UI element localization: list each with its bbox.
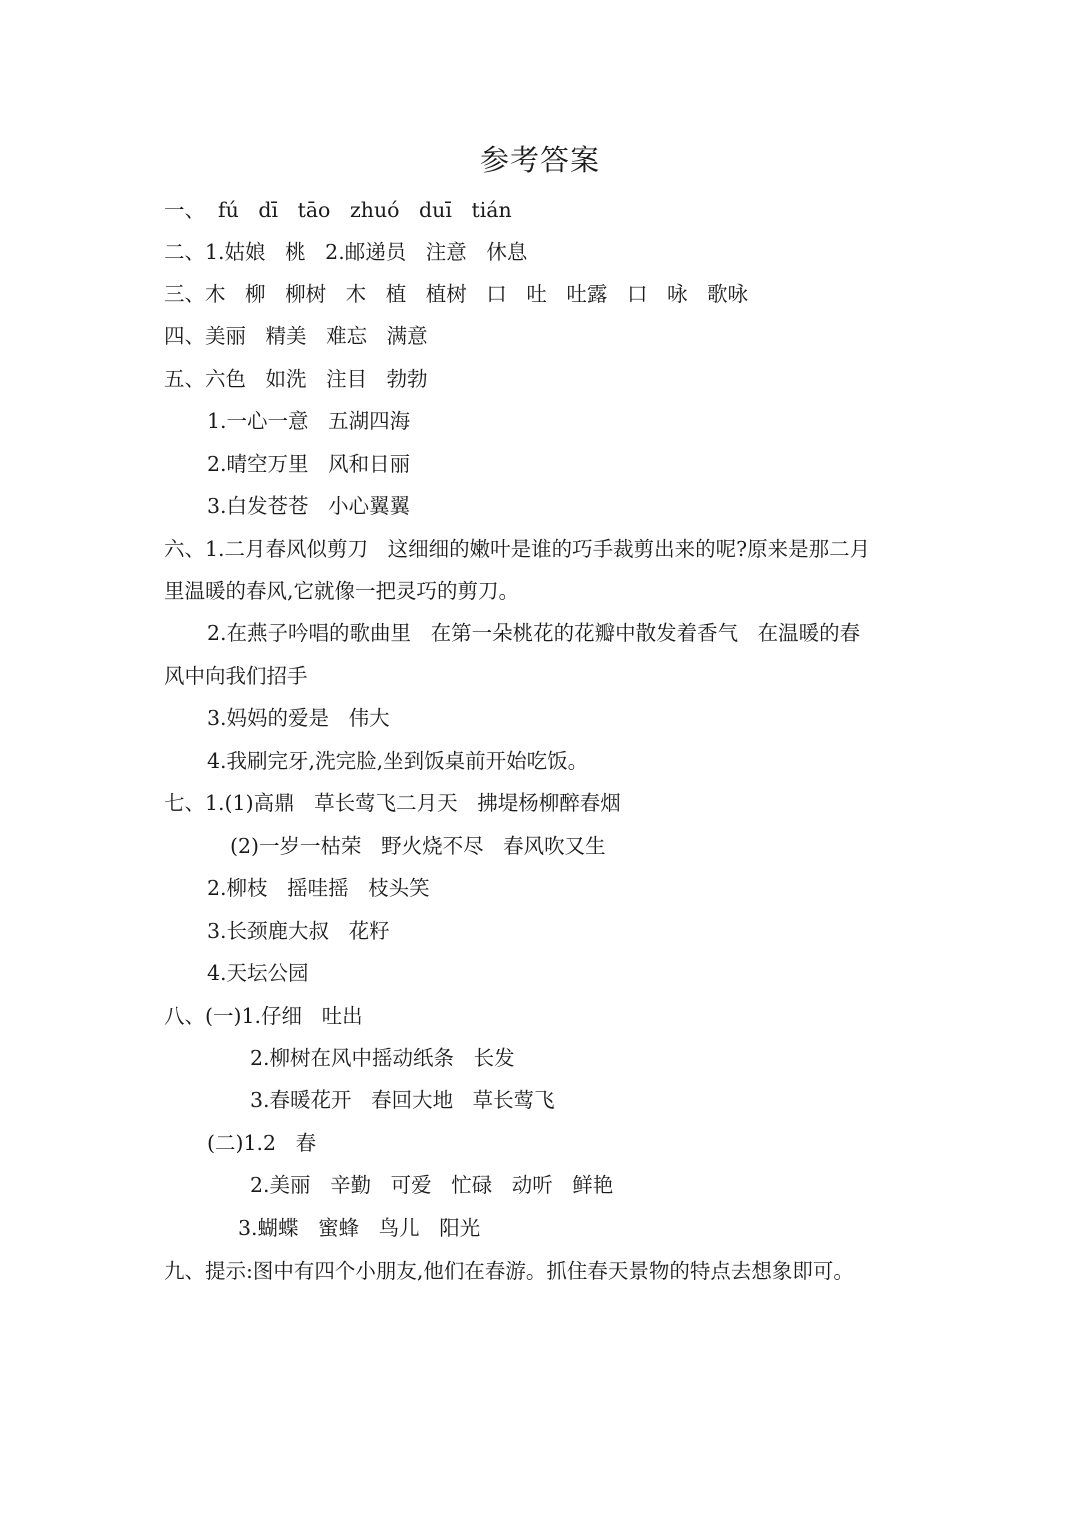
answer-line-6-2: 2.在燕子吟唱的歌曲里 在第一朵桃花的花瓣中散发着香气 在温暖的春 [207, 621, 861, 645]
answer-line-9: 九、提示:图中有四个小朋友,他们在春游。抓住春天景物的特点去想象即可。 [164, 1259, 854, 1283]
answer-line-4: 四、美丽 精美 难忘 满意 [164, 324, 428, 348]
answer-line-6-2-cont: 风中向我们招手 [164, 664, 308, 688]
answer-line-7-4: 4.天坛公园 [207, 961, 309, 985]
answer-line-7-3: 3.长颈鹿大叔 花籽 [207, 919, 390, 943]
page-title: 参考答案 [479, 143, 600, 177]
answer-line-1: 一、 fú dī tāo zhuó duī tián [164, 198, 512, 222]
answer-line-7-2: 2.柳枝 摇哇摇 枝头笑 [207, 876, 430, 900]
answer-line-8-2-3: 3.蝴蝶 蜜蜂 鸟儿 阳光 [238, 1216, 481, 1240]
answer-line-5: 五、六色 如洗 注目 勃勃 [164, 367, 428, 391]
answer-line-5-1: 1.一心一意 五湖四海 [207, 409, 411, 433]
answer-line-5-3: 3.白发苍苍 小心翼翼 [207, 494, 411, 518]
answer-line-6-4: 4.我刷完牙,洗完脸,坐到饭桌前开始吃饭。 [207, 749, 589, 773]
answer-line-8-2-2: 2.美丽 辛勤 可爱 忙碌 动听 鲜艳 [250, 1173, 614, 1197]
answer-line-6-cont: 里温暖的春风,它就像一把灵巧的剪刀。 [164, 579, 520, 603]
answer-line-7: 七、1.(1)高鼎 草长莺飞二月天 拂堤杨柳醉春烟 [164, 791, 621, 815]
answer-line-8-1-2: 2.柳树在风中摇动纸条 长发 [250, 1046, 515, 1070]
answer-line-6-3: 3.妈妈的爱是 伟大 [207, 706, 390, 730]
answer-line-8: 八、(一)1.仔细 吐出 [164, 1004, 363, 1028]
answer-line-7-1-2: (2)一岁一枯荣 野火烧不尽 春风吹又生 [230, 834, 606, 858]
answer-line-2: 二、1.姑娘 桃 2.邮递员 注意 休息 [164, 240, 528, 264]
answer-line-6: 六、1.二月春风似剪刀 这细细的嫩叶是谁的巧手裁剪出来的呢?原来是那二月 [164, 537, 871, 561]
answer-line-5-2: 2.晴空万里 风和日丽 [207, 452, 411, 476]
answer-line-8-2: (二)1.2 春 [207, 1131, 317, 1155]
answer-line-3: 三、木 柳 柳树 木 植 植树 口 吐 吐露 口 咏 歌咏 [164, 282, 749, 306]
answer-line-8-1-3: 3.春暖花开 春回大地 草长莺飞 [250, 1088, 555, 1112]
